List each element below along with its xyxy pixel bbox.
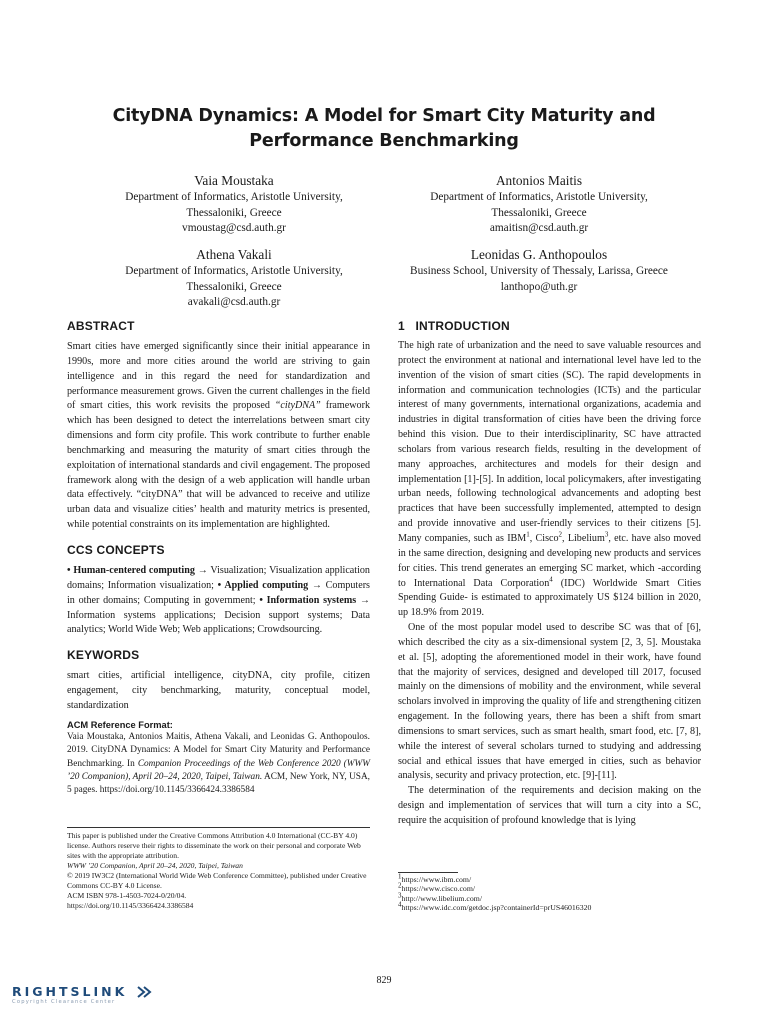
author-name: Antonios Maitis (495, 173, 583, 188)
author-block (84, 245, 384, 311)
author-affiliation: Thessaloniki, Greece (491, 206, 587, 219)
page-number: 829 (376, 975, 392, 986)
author-affiliation: Thessaloniki, Greece (186, 206, 282, 219)
author-email: lanthopo@uth.gr (500, 280, 578, 293)
keywords-text: smart cities, artificial intelligence, cityDNA, city profile, citizen engagement, city benchmarking, maturity, conceptual model, standardization (67, 670, 370, 711)
author-name: Athena Vakali (196, 247, 272, 262)
author-affiliation: Department of Informatics, Aristotle University, (125, 265, 343, 277)
author-affiliation: Business School, University of Thessaly, Larissa, Greece (410, 265, 668, 277)
footnote-rule (398, 872, 458, 873)
rightslink-subtext: Copyright Clearance Center (12, 999, 116, 1005)
footnote[interactable]: $^1$https://www.ibm.com/ (398, 872, 472, 884)
ccs-heading: CCS CONCEPTS (67, 542, 165, 557)
abstract-heading: ABSTRACT (67, 319, 135, 333)
intro-paragraph: The high rate of urbanization and the need to save valuable resources and protect the environment at national and international level have led to the invention of the vision of smart cities (SC). The rapid developments in information and communication technologies (ICTs) and the particular interest of many governments, international organizations, academia and industries in digital transformation of cities have been the driving force behind this vision. Due to their interdisciplinarity, SC have attracted scholars from various research fields, resulting in the development of many approaches, architectures and models for their design and implementation [1]-[5]. In addition, local policymakers, after investigating urban needs, following technological advancements and adopting best practices that have been successfully implemented, attempted to design and provide innovative and user-friendly services to their citizens [5]. Many companies, such as IBM$^1$, Cisco$^2$, Libelium$^3$, etc. have also moved in the same direction, designing and developing new products and services for cities. This trend generates an emerging SC market, which -according to International Data Corporation$^4$ (IDC) Worldwide Smart Cities Spending Guide- is estimated to approximately US $124 billion in 2020, up 18.9% from 2019. (398, 340, 701, 619)
author-name: Leonidas G. Anthopoulos (470, 247, 608, 262)
keywords-heading: KEYWORDS (67, 648, 140, 663)
author-email: vmoustag@csd.auth.gr (182, 222, 286, 235)
author-affiliation: Department of Informatics, Aristotle University, (125, 191, 343, 203)
author-block (389, 245, 689, 295)
abstract-text: Smart cities have emerged significantly since their initial appearance in 1990s, more and more cities around the world are striving to gain intelligence and in this regard the need for standardization and performance measurement grows. Given the current challenges in the field of smart cities, this work revisits the proposed “cityDNA” framework which has been designed to detect the interrelations between smart city dimensions and form city profile. This work contribute to further enable benchmarking and measuring the maturity of smart cities through the exploitation of international standards and civil engagement. The proposed framework along with the design of a web application will handle urban data effectively. “cityDNA” that will be advanced to receive and utilize urban data and visualize cities’ health and maturity metrics is presented, while potential constraints on its implementation are highlighted. (67, 341, 370, 531)
right-column (398, 318, 701, 829)
author-affiliation: Thessaloniki, Greece (186, 280, 282, 293)
author-block (389, 171, 689, 237)
footnotes (398, 872, 701, 913)
rightslink-arrow-icon (136, 985, 152, 999)
conference-line: WWW ’20 Companion, April 20–24, 2020, Taipei, Taiwan (67, 861, 243, 870)
left-column (67, 318, 370, 798)
author-affiliation: Department of Informatics, Aristotle University, (430, 191, 648, 203)
intro-paragraph: The determination of the requirements and decision making on the design and implementation of services that will turn a city into a SC, require the acquisition of profound knowledge that is lying (398, 785, 701, 826)
license-text: This paper is published under the Creative Commons Attribution 4.0 International (CC-BY 4.0) license. Authors reserve their rights to disseminate the work on their personal and corporate Web sites with the appropriate attribution. (67, 831, 361, 860)
footnote[interactable]: $^4$https://www.idc.com/getdoc.jsp?containerId=prUS46016320 (398, 900, 592, 913)
doi-link[interactable]: https://doi.org/10.1145/3366424.3386584 (67, 901, 194, 910)
footnote[interactable]: $^3$http://www.libelium.com/ (398, 891, 482, 903)
ccs-text: • Human-centered computing → Visualization; Visualization application domains; Information visualization; • Applied computing → Computers in other domains; Computing in government; • Information systems → Information systems applications; Decision support systems; Data analytics; World Wide Web; Web applications; Crowdsourcing. (67, 564, 370, 636)
rightslink-logo[interactable]: RIGHTSLINK (12, 984, 128, 999)
introduction-heading: 1 INTRODUCTION (398, 319, 510, 333)
author-email: amaitisn@csd.auth.gr (489, 222, 589, 235)
intro-paragraph: One of the most popular model used to describe SC was that of [6], which described the city as a six-dimensional system [2, 3, 5]. Moustaka et al. [5], adopting the aforementioned model in their work, have found that the majority of services, designed and developed till 2017, focused mainly on the dimensions of mobility and the environment, while several scholars involved in improving the quality of life and strengthening citizen engagement. In the following years, there has been a shift from smart dimensions to smart services, such as smart health, smart food, etc. [7, 8], while the interest of several scholars turned to studying and addressing social and ethical issues that have emerged in cities, such as behavior analysis, security and privacy protection, etc. [9]-[11]. (398, 622, 701, 782)
acm-reference-heading: ACM Reference Format: (67, 719, 173, 730)
author-name: Vaia Moustaka (194, 173, 274, 188)
footnote[interactable]: $^2$https://www.cisco.com/ (398, 881, 476, 894)
isbn-text: ACM ISBN 978-1-4503-7024-0/20/04. (67, 891, 187, 900)
paper-title (60, 104, 708, 154)
copyright-text: © 2019 IW3C2 (International World Wide Web Conference Committee), published under Creative Commons CC-BY 4.0 License. (67, 871, 367, 890)
title-line-1: CityDNA Dynamics: A Model for Smart City Maturity and (112, 106, 656, 126)
license-rule (67, 827, 370, 828)
acm-reference-text: Vaia Moustaka, Antonios Maitis, Athena Vakali, and Leonidas G. Anthopoulos. 2019. CityDNA Dynamics: A Model for Smart City Maturity and Performance Benchmarking. In Companion Proceedings of the Web Conference 2020 (WWW ’20 Companion), April 20–24, 2020, Taipei, Taiwan. ACM, New York, NY, USA, 5 pages. https://doi.org/10.1145/3366424.3386584 (67, 731, 370, 796)
author-block (84, 171, 384, 237)
license-block (67, 827, 370, 911)
author-email: avakali@csd.auth.gr (187, 296, 281, 309)
title-line-2: Performance Benchmarking (249, 131, 519, 151)
